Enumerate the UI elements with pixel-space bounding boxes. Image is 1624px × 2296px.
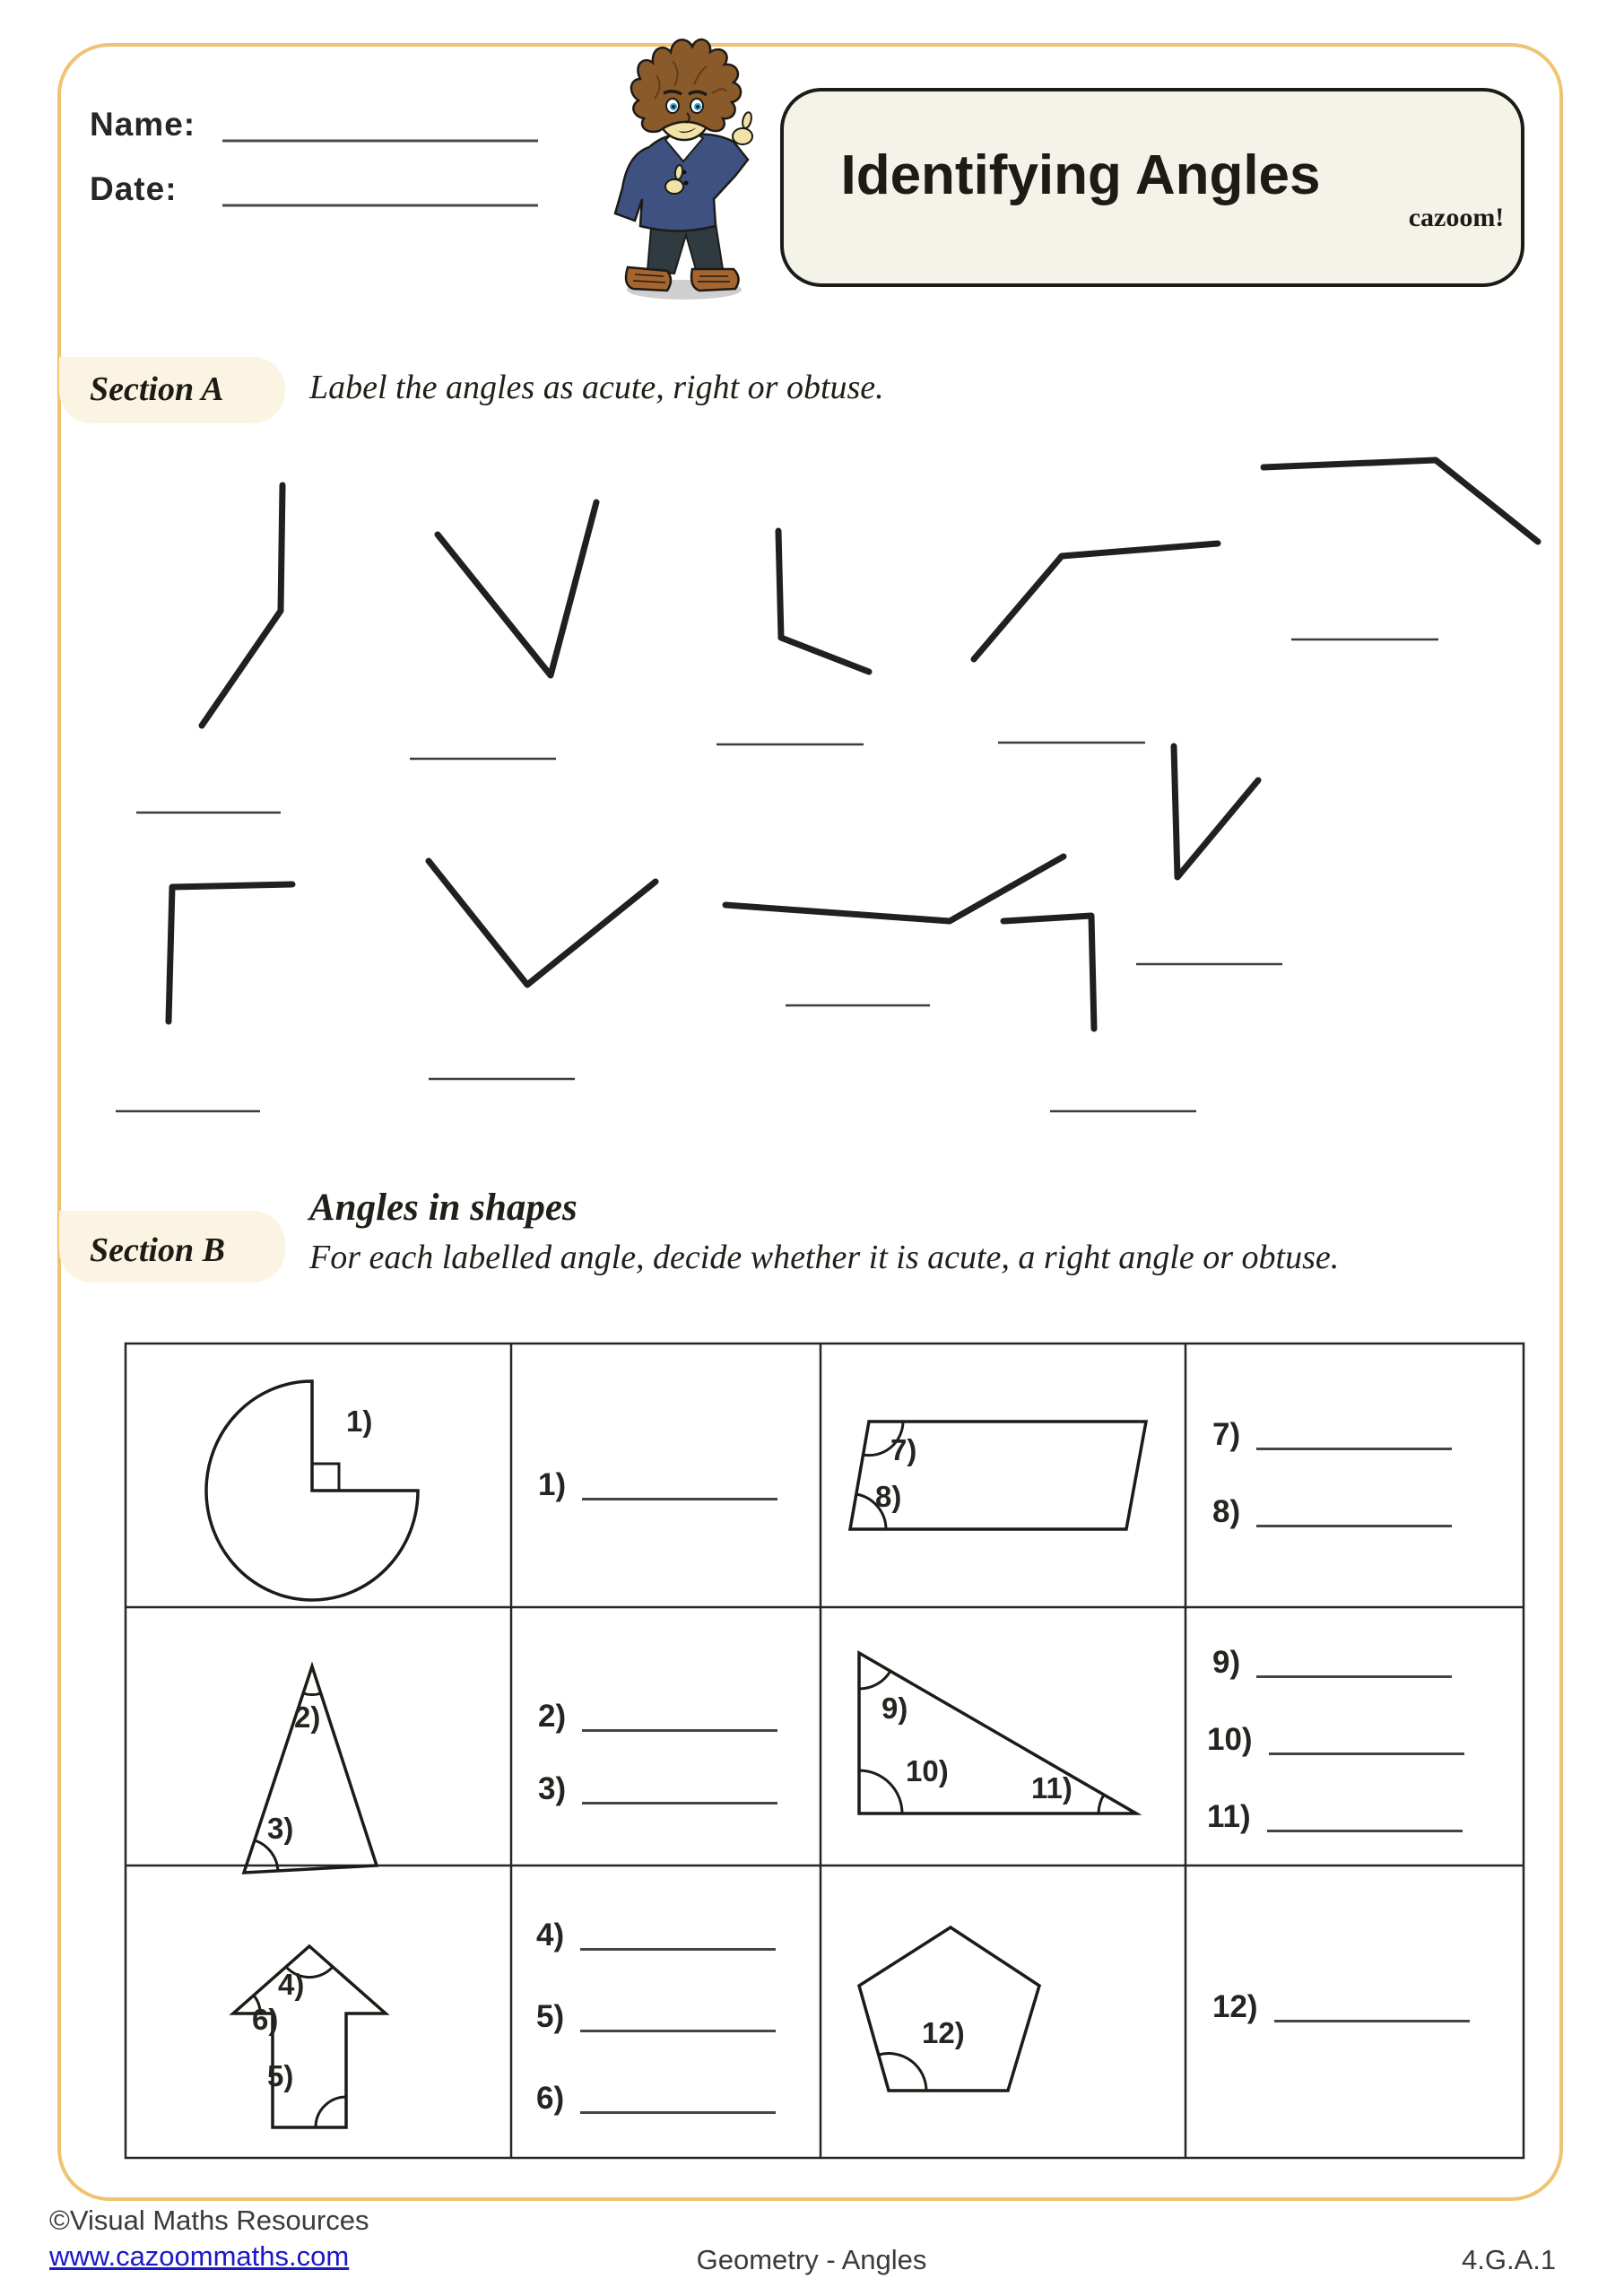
- answer-blank-9[interactable]: [1256, 1648, 1452, 1678]
- date-label: Date:: [90, 170, 178, 207]
- arrow-angle-label-5: 5): [267, 2059, 294, 2092]
- angle-arc-10: [859, 1770, 902, 1813]
- answer-row-1: [538, 1469, 777, 1500]
- angle-arc-2: [303, 1693, 321, 1695]
- boy-mascot-illustration: [615, 39, 753, 300]
- answer-number-7: 7): [1212, 1417, 1241, 1452]
- answer-number-9: 9): [1212, 1645, 1241, 1680]
- answer-number-12: 12): [1212, 1989, 1258, 2024]
- pentagon-shape: [859, 1927, 1039, 2091]
- answer-blank-10[interactable]: [1269, 1726, 1464, 1755]
- answer-row-4: [536, 1919, 776, 1951]
- triangle-angle-label-3: 3): [267, 1812, 294, 1845]
- answer-row-2: [538, 1700, 777, 1732]
- brand-wordmark: cazoom!: [1408, 203, 1505, 232]
- angle-figure-1: [202, 485, 282, 726]
- answer-row-9: [1212, 1647, 1452, 1678]
- answer-blank-3[interactable]: [582, 1775, 777, 1805]
- arrow-angle-label-4: 4): [278, 1968, 305, 2001]
- right-triangle-angle-label-10: 10): [906, 1754, 949, 1787]
- answer-number-11: 11): [1207, 1799, 1251, 1834]
- right-triangle-angle-label-11: 11): [1031, 1771, 1073, 1805]
- answer-row-6: [536, 2083, 776, 2114]
- answer-row-7: [1212, 1419, 1452, 1450]
- answer-blank-1[interactable]: [582, 1471, 777, 1500]
- triangle-shape: [244, 1666, 377, 1873]
- section-a-instruction: Label the angles as acute, right or obtuse.: [309, 369, 884, 406]
- right-angle-mark: [312, 1464, 339, 1491]
- angle-arc-11: [1099, 1795, 1104, 1813]
- answer-row-11: [1207, 1801, 1463, 1832]
- parallelogram-angle-label-7: 7): [890, 1433, 917, 1466]
- parallelogram-angle-label-8: 8): [875, 1480, 902, 1513]
- answer-blank-5[interactable]: [580, 2003, 776, 2032]
- answer-blank-11[interactable]: [1267, 1803, 1463, 1832]
- angle-figure-8: [725, 857, 1064, 921]
- section-b-title: Angles in shapes: [309, 1187, 578, 1229]
- answer-number-8: 8): [1212, 1494, 1241, 1529]
- answer-number-4: 4): [536, 1918, 565, 1952]
- answer-blank-4[interactable]: [580, 1921, 776, 1951]
- answer-blank-7[interactable]: [1256, 1421, 1452, 1450]
- answer-number-1: 1): [538, 1467, 567, 1502]
- angle-figure-5: [1264, 460, 1538, 542]
- answer-blank-6[interactable]: [580, 2084, 776, 2114]
- section-a-answer-lines[interactable]: [116, 639, 1438, 1111]
- angle-arc-9: [859, 1671, 890, 1689]
- answer-row-12: [1212, 1991, 1470, 2022]
- footer-copyright: ©Visual Maths Resources: [49, 2205, 369, 2236]
- pentagon-angle-label: 12): [922, 2016, 965, 2049]
- answer-blank-12[interactable]: [1274, 1993, 1470, 2022]
- pie-angle-label: 1): [346, 1405, 373, 1438]
- right-triangle-shape: [859, 1653, 1136, 1813]
- answer-number-10: 10): [1207, 1722, 1253, 1757]
- angle-arc-5: [316, 2097, 346, 2127]
- answer-row-8: [1212, 1496, 1452, 1527]
- arrow-angle-label-6: 6): [252, 2003, 279, 2036]
- angle-figure-10: [1174, 746, 1258, 877]
- angle-figure-7: [429, 861, 656, 985]
- angle-figure-6: [169, 884, 292, 1022]
- footer-topic: Geometry - Angles: [696, 2244, 927, 2275]
- angle-figure-3: [778, 531, 869, 672]
- arrow-shape: [233, 1946, 386, 2127]
- page-title: Identifying Angles: [840, 144, 1321, 206]
- angle-figure-9: [1003, 916, 1094, 1029]
- section-a-label: Section A: [90, 370, 224, 408]
- answer-row-10: [1207, 1724, 1464, 1755]
- answer-row-5: [536, 2001, 776, 2032]
- answer-blank-8[interactable]: [1256, 1498, 1452, 1527]
- name-date-lines[interactable]: [222, 141, 538, 205]
- cazoommaths-link[interactable]: www.cazoommaths.com: [49, 2240, 350, 2272]
- answer-row-3: [538, 1773, 777, 1805]
- answer-number-3: 3): [538, 1771, 567, 1806]
- answer-number-2: 2): [538, 1699, 567, 1734]
- section-b-label: Section B: [90, 1231, 225, 1269]
- right-triangle-angle-label-9: 9): [881, 1692, 908, 1725]
- answer-number-5: 5): [536, 1999, 565, 2034]
- triangle-angle-label-2: 2): [294, 1700, 321, 1734]
- angle-figure-2: [438, 502, 596, 675]
- name-label: Name:: [90, 106, 196, 143]
- angle-figure-4: [974, 544, 1218, 659]
- answer-number-6: 6): [536, 2081, 565, 2116]
- section-b-instruction: For each labelled angle, decide whether it is acute, a right angle or obtuse.: [309, 1239, 1340, 1276]
- footer-standard-code: 4.G.A.1: [1462, 2244, 1557, 2275]
- answer-blank-2[interactable]: [582, 1702, 777, 1732]
